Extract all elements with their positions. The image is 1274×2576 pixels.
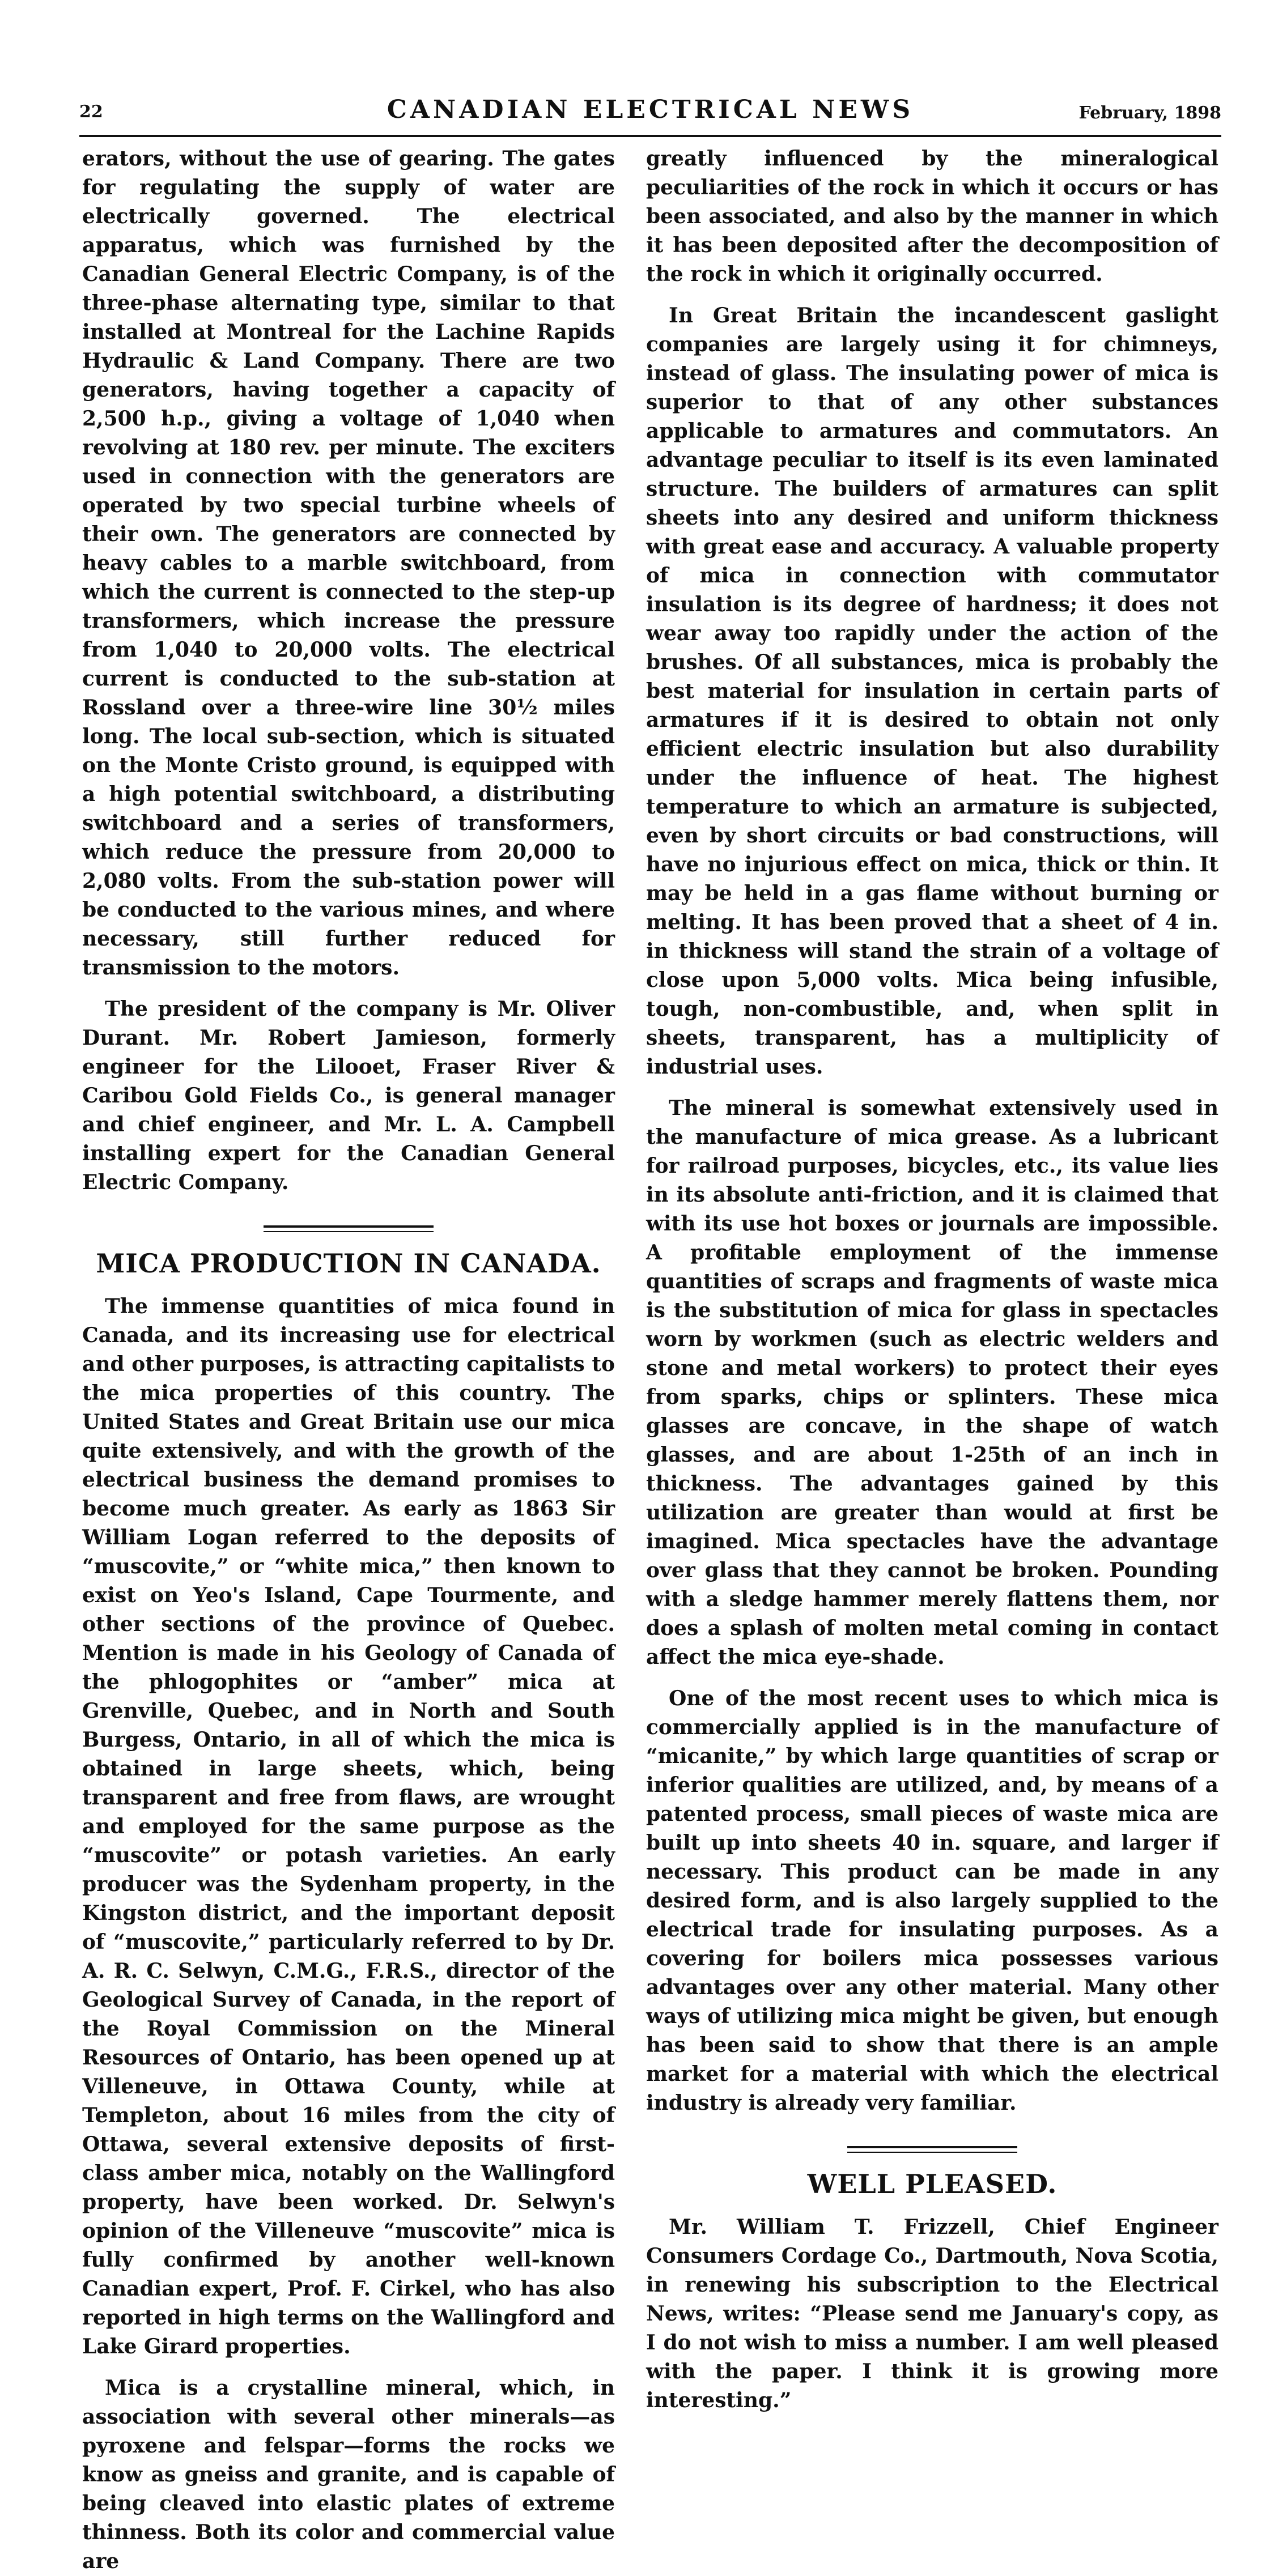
left-column — [82, 144, 615, 2573]
masthead: CANADIAN ELECTRICAL NEWS — [387, 95, 914, 124]
mica-paragraph-2: Mica is a crystalline mineral, which, in association with several other minerals—as pyroxene and felspar—forms the rocks we know as gneiss and granite, and is capable of being cleaved into elastic plates of extreme thinness. Both its color and commercial value are — [82, 2376, 615, 2573]
issue-date: February, 1898 — [1078, 103, 1221, 123]
mica-paragraph-1: The immense quantities of mica found in Canada, and its increasing use for electrical and other purposes, is attracting capitalists to the mica properties of this country. The United States and Great Britain use our mica quite extensively, and with the growth of the electrical business the demand promises to become much greater. As early as 1863 Sir William Logan referred to the deposits of “muscovite,” or “white mica,” then known to exist on Yeo's Island, Cape Tourmente, and other sections of the province of Quebec. Mention is made in his Geology of Canada of the phlogophites or “amber” mica at Grenville, Quebec, and in North and South Burgess, Ontario, in all of which the mica is obtained in large sheets, which, being transparent and free from flaws, are wrought and employed for the same purpose as the “muscovite” or potash varieties. An early producer was the Sydenham property, in the Kingston district, and the important deposit of “muscovite,” particularly referred to by Dr. A. R. C. Selwyn, C.M.G., F.R.S., director of the Geological Survey of Canada, in the report of the Royal Commission on the Mineral Resources of Ontario, has been opened up at Villeneuve, in Ottawa County, while at Templeton, about 16 miles from the city of Ottawa, several extensive deposits of first-class amber mica, notably on the Wallingford property, have been worked. Dr. Selwyn's opinion of the Villeneuve “muscovite” mica is fully confirmed by another well-known Canadian expert, Prof. F. Cirkel, who has also reported in high terms on the Wallingford and Lake Girard properties. — [82, 1295, 615, 2358]
page-header — [79, 95, 1221, 135]
article-continuation-paragraph: erators, without the use of gearing. The gates for regulating the supply of water are electrically governed. The electrical apparatus, which was furnished by the Canadian General Electric Company, is of the three-phase alternating type, similar to that installed at Montreal for the Lachine Rapids Hydraulic & Land Company. There are two generators, having together a capacity of 2,500 h.p., giving a voltage of 1,040 when revolving at 180 rev. per minute. The exciters used in connection with the generators are operated by two special turbine wheels of their own. The generators are connected by heavy cables to a marble switchboard, from which the current is connected to the step-up transformers, which increase the pressure from 1,040 to 20,000 volts. The electrical current is conducted to the sub-station at Rossland over a three-wire line 30½ miles long. The local sub-section, which is situated on the Monte Cristo ground, is equipped with a high potential switchboard, a distributing switchboard and a series of transformers, which reduce the pressure from 20,000 to 2,080 volts. From the sub-station power will be conducted to the various mines, and where necessary, still further reduced for transmission to the motors. — [82, 147, 615, 980]
mica-continuation-paragraph: greatly influenced by the mineralogical peculiarities of the rock in which it occurs or has been associated, and also by the manner in which it has been deposited after the decomposition of the rock in which it originally occurred. — [646, 147, 1218, 286]
mica-uses-paragraph: In Great Britain the incandescent gaslight companies are largely using it for chimneys, instead of glass. The insulating power of mica is superior to that of any other substances applicable to armatures and commutators. An advantage peculiar to itself is its even laminated structure. The builders of armatures can split sheets into any desired and uniform thickness with great ease and accuracy. A valuable property of mica in connection with commutator insulation is its degree of hardness; it does not wear away too rapidly under the action of the brushes. Of all substances, mica is probably the best material for insulation in certain parts of armatures if it is desired to obtain not only efficient electric insulation but also durability under the influence of heat. The highest temperature to which an armature is subjected, even by short circuits or bad constructions, will have no injurious effect on mica, thick or thin. It may be held in a gas flame without burning or melting. It has been proved that a sheet of 4 in. in thickness will stand the strain of a voltage of close upon 5,000 volts. Mica being infusible, tough, non-combustible, and, when split in sheets, transparent, has a multiplicity of industrial uses. — [646, 304, 1218, 1079]
header-rule — [79, 135, 1221, 137]
mica-article-title: MICA PRODUCTION IN CANADA. — [96, 1248, 601, 1279]
article-separator — [847, 2146, 1017, 2153]
page-number: 22 — [79, 102, 103, 122]
micanite-paragraph: One of the most recent uses to which mica is commercially applied is in the manufacture of “micanite,” by which large quantities of scrap or inferior qualities are utilized, and, by means of a patented process, small pieces of waste mica are built up into sheets 40 in. square, and larger if necessary. This product can be made in any desired form, and is also largely supplied to the electrical trade for insulating purposes. As a covering for boilers mica possesses various advantages over any other material. Many other ways of utilizing mica might be given, but enough has been said to show that there is an ample market for a material with which the electrical industry is already very familiar. — [646, 1687, 1218, 2115]
company-officers-paragraph: The president of the company is Mr. Oliver Durant. Mr. Robert Jamieson, formerly engineer for the Lilooet, Fraser River & Caribou Gold Fields Co., is general manager and chief engineer, and Mr. L. A. Campbell installing expert for the Canadian General Electric Company. — [82, 997, 615, 1194]
article-separator — [264, 1225, 434, 1232]
mica-grease-paragraph: The mineral is somewhat extensively used in the manufacture of mica grease. As a lubricant for railroad purposes, bicycles, etc., its value lies in its absolute anti-friction, and it is claimed that with its use hot boxes or journals are impossible. A profitable employment of the immense quantities of scraps and fragments of waste mica is the substitution of mica for glass in spectacles worn by workmen (such as electric welders and stone and metal workers) to protect their eyes from sparks, chips or splinters. These mica glasses are concave, in the shape of watch glasses, and are about 1-25th of an inch in thickness. The advantages gained by this utilization are greater than would at first be imagined. Mica spectacles have the advantage over glass that they cannot be broken. Pounding with a sledge hammer merely flattens them, nor does a splash of molten metal coming in contact affect the mica eye-shade. — [646, 1096, 1218, 1669]
well-pleased-title: WELL PLEASED. — [807, 2169, 1058, 2199]
well-pleased-paragraph: Mr. William T. Frizzell, Chief Engineer Consumers Cordage Co., Dartmouth, Nova Scotia, in renewing his subscription to the Electrical News, writes: “Please send me January's copy, as I do not wish to miss a number. I am well pleased with the paper. I think it is growing more interesting.” — [646, 2215, 1218, 2412]
right-column — [646, 144, 1218, 2412]
